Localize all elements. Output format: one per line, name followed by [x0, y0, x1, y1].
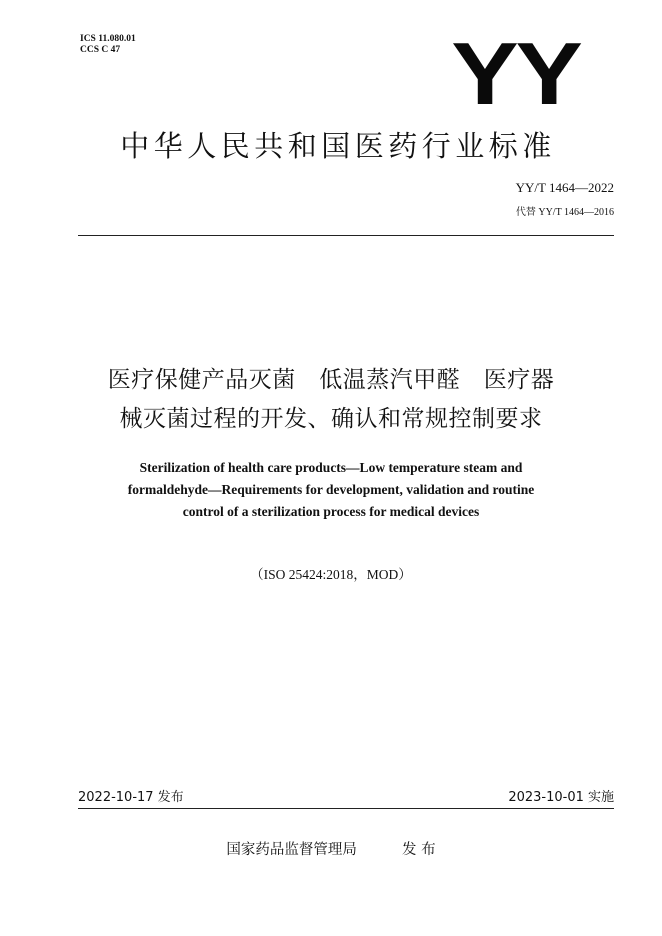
implement-date: 2023-10-01 实施 — [508, 790, 614, 805]
footer-divider — [78, 808, 614, 809]
iso-reference: （ISO 25424:2018，MOD） — [250, 567, 412, 582]
ics-code: ICS 11.080.01 — [80, 34, 136, 44]
publish-date: 2022-10-17 发布 — [78, 790, 184, 805]
issuing-authority: 国家药品监督管理局 — [226, 842, 357, 858]
ccs-code: CCS C 47 — [80, 45, 121, 55]
standard-category-title: 中华人民共和国医药行业标准 — [120, 129, 556, 163]
replaces-code: 代替 YY/T 1464—2016 — [515, 207, 614, 218]
issue-action: 发 布 — [402, 842, 436, 858]
standard-code: YY/T 1464—2022 — [515, 180, 614, 195]
chinese-title-line-2: 械灭菌过程的开发、确认和常规控制要求 — [119, 406, 543, 432]
chinese-title-line-1: 医疗保健产品灭菌 低温蒸汽甲醛 医疗器 — [107, 367, 555, 393]
header-divider — [78, 235, 614, 236]
issuer-block — [0, 838, 662, 859]
english-title-line-1: Sterilization of health care products—Low temperature steam and — [139, 460, 523, 475]
classification-codes — [80, 34, 136, 56]
english-title-line-2: formaldehyde—Requirements for development, validation and routine — [127, 482, 535, 497]
english-title-line-3: control of a sterilization process for medical devices — [182, 504, 480, 519]
yy-logo: YY — [450, 24, 579, 123]
